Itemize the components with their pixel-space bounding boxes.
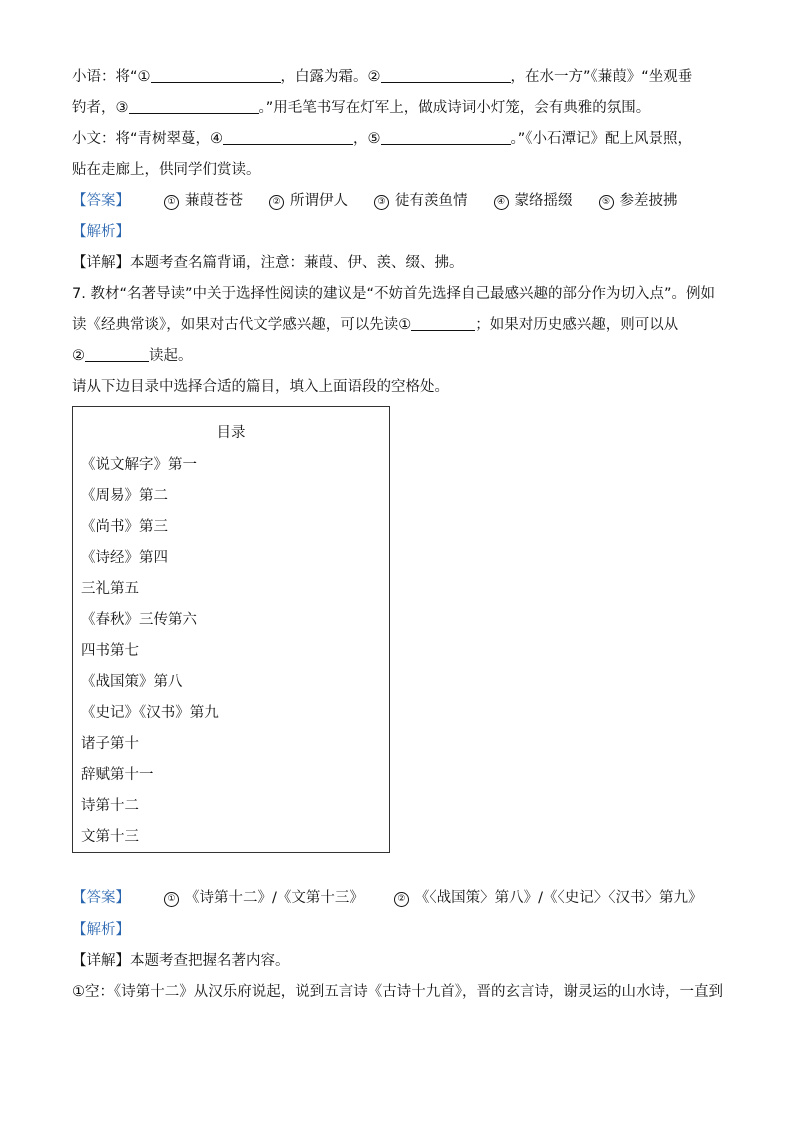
toc-item: 《春秋》三传第六 (81, 612, 197, 628)
q7-detail: 【详解】本题考查把握名著内容。 (72, 953, 290, 969)
toc-item: 《史记》《汉书》第九 (81, 705, 219, 721)
fill-blank-2[interactable] (381, 67, 511, 83)
fill-blank-3[interactable] (129, 98, 259, 114)
answer-label: 【答案】 (72, 193, 130, 209)
answer-item: ① 蒹葭苍苍 (164, 186, 243, 217)
table-of-contents-box (72, 406, 390, 853)
q6-line-2: 钓者，③ 。”用毛笔书写在灯军上，做成诗词小灯笼，会有典雅的氛围。 (72, 100, 651, 116)
answer-item: ② 《〈战国策〉第八》/《〈史记〉〈汉书〉第九》 (394, 883, 703, 914)
document-page (72, 62, 723, 1000)
q7-line-2: 读《经典常谈》，如果对古代文学感兴趣，可以先读① ；如果对历史感兴趣，则可以从 (72, 317, 679, 333)
toc-item: 《尚书》第三 (81, 519, 168, 535)
q6-answer-row (72, 186, 722, 217)
q6-line-1: 小语：将“① ，白露为霜。② ，在水一方”《蒹葭》“坐观垂 (72, 69, 693, 85)
q7-explanation (72, 915, 722, 1008)
answer-item: ② 所谓伊人 (269, 186, 348, 217)
toc-title: 目录 (216, 425, 246, 441)
toc-item: 辞赋第十一 (81, 767, 154, 783)
q7-fill-blank-2[interactable] (85, 346, 149, 362)
q6-line-4: 贴在走廊上，供同学们赏读。 (72, 162, 261, 178)
q7-fill-blank-1[interactable] (411, 315, 475, 331)
toc-item: 《战国策》第八 (81, 674, 183, 690)
toc-item: 《诗经》第四 (81, 550, 168, 566)
fill-blank-1[interactable] (151, 67, 281, 83)
q6-analysis-label: 【解析】 (72, 224, 130, 240)
q7-analysis-label: 【解析】 (72, 922, 130, 938)
fill-blank-4[interactable] (223, 129, 353, 145)
answer-item: ⑤ 参差披拂 (599, 186, 678, 217)
q6-line-3: 小文：将“青树翠蔓，④ ，⑤ 。”《小石潭记》配上风景照， (72, 131, 693, 147)
q6-detail: 【详解】本题考查名篇背诵，注意：蒹葭、伊、羡、缀、拂。 (72, 255, 464, 271)
toc-item: 《周易》第二 (81, 488, 168, 504)
q7-line-1: 7. 教材“名著导读”中关于选择性阅读的建议是“不妨首先选择自己最感兴趣的部分作为切入点”。例如 (72, 286, 715, 302)
q7-instruction: 请从下边目录中选择合适的篇目，填入上面语段的空格处。 (72, 379, 449, 395)
answer-item: ④ 蒙络摇缀 (494, 186, 573, 217)
fill-blank-5[interactable] (381, 129, 511, 145)
toc-item: 文第十三 (81, 829, 139, 845)
q7-answer-row (72, 883, 729, 914)
toc-item: 诸子第十 (81, 736, 139, 752)
toc-item: 三礼第五 (81, 581, 139, 597)
answer-item: ① 《诗第十二》/《文第十三》 (164, 883, 364, 914)
toc-item: 诗第十二 (81, 798, 139, 814)
toc-item: 《说文解字》第一 (81, 457, 197, 473)
q7-line-3: ② 读起。 (72, 348, 193, 364)
answer-item: ③ 徒有羡鱼情 (374, 186, 468, 217)
answer-label: 【答案】 (72, 890, 130, 906)
toc-item: 四书第七 (81, 643, 139, 659)
q7-explain-line: ①空：《诗第十二》从汉乐府说起，说到五言诗《古诗十九首》，晋的玄言诗，谢灵运的山水诗，一直到 (72, 984, 723, 1000)
